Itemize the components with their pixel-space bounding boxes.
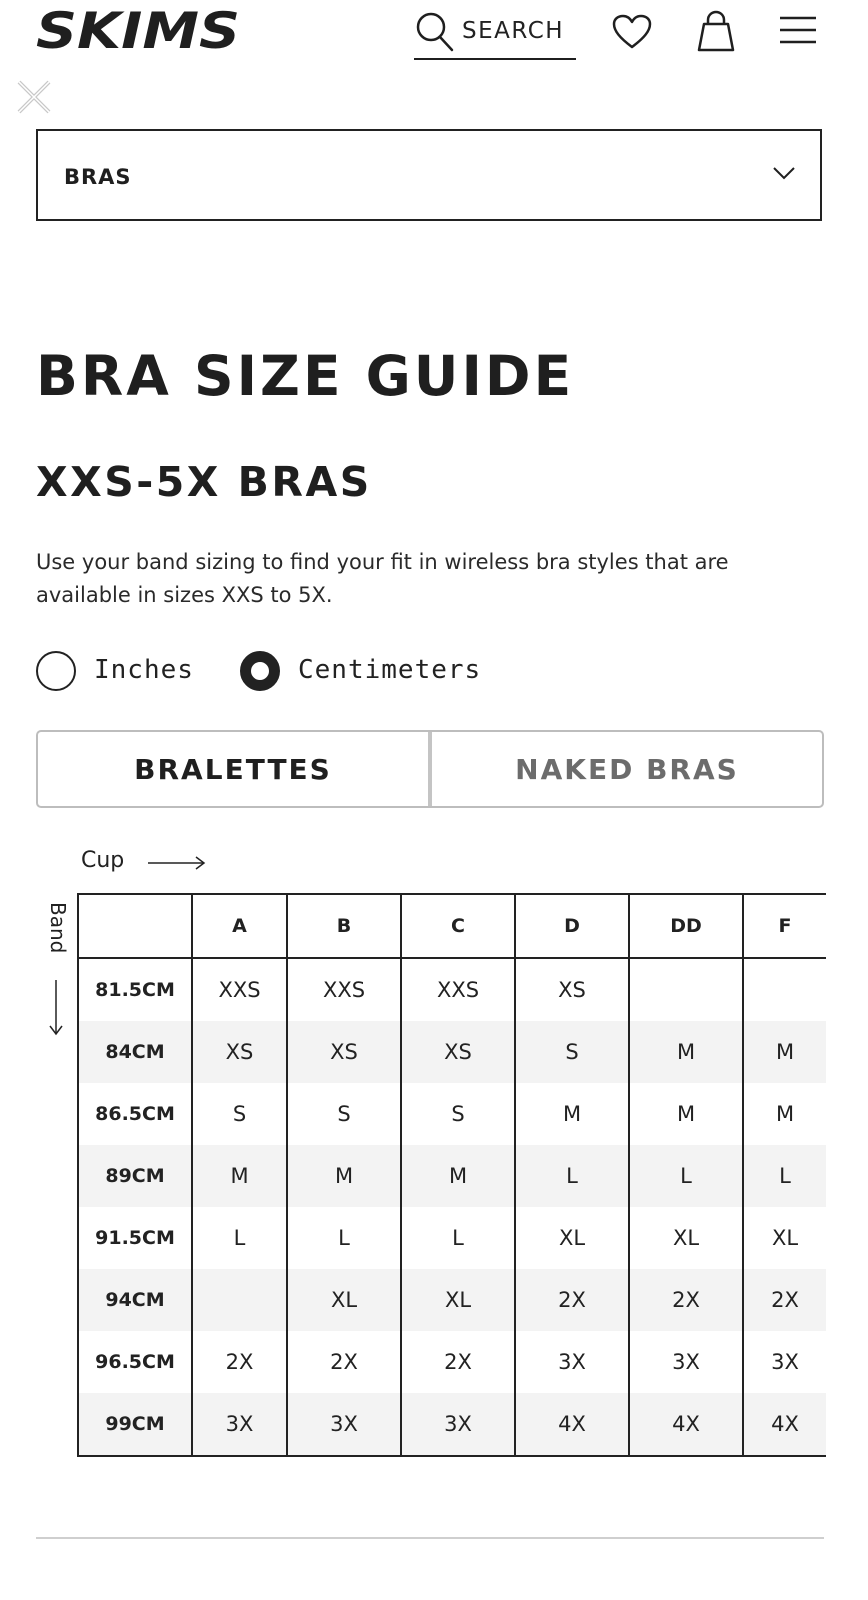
size-cell: M — [515, 1083, 629, 1145]
size-cell: 3X — [515, 1331, 629, 1393]
cup-header: A — [192, 894, 287, 958]
table-row — [78, 1393, 826, 1456]
category-dropdown-value: BRAS — [64, 165, 132, 189]
band-size-cell: 91.5CM — [78, 1207, 192, 1269]
size-cell: M — [743, 1083, 826, 1145]
size-cell: S — [287, 1083, 401, 1145]
size-cell: M — [401, 1145, 515, 1207]
cup-header: D — [515, 894, 629, 958]
size-cell: M — [629, 1021, 743, 1083]
size-cell: XS — [192, 1021, 287, 1083]
logo-text: SKIMS — [36, 4, 241, 56]
band-size-cell: 86.5CM — [78, 1083, 192, 1145]
size-cell: XS — [287, 1021, 401, 1083]
size-cell: XL — [401, 1269, 515, 1331]
size-cell: L — [629, 1145, 743, 1207]
size-cell: L — [401, 1207, 515, 1269]
size-cell: M — [629, 1083, 743, 1145]
size-cell: XL — [515, 1207, 629, 1269]
table-row — [78, 1269, 826, 1331]
search-label: SEARCH — [462, 18, 565, 44]
section-subtitle: XXS-5X BRAS — [36, 458, 372, 506]
size-cell — [192, 1269, 287, 1331]
size-cell: M — [287, 1145, 401, 1207]
chevron-down-icon — [772, 165, 796, 181]
band-size-cell: 96.5CM — [78, 1331, 192, 1393]
table-corner-cell — [78, 894, 192, 958]
table-row — [78, 1145, 826, 1207]
size-cell: 4X — [629, 1393, 743, 1456]
size-cell: L — [743, 1145, 826, 1207]
page-title: BRA SIZE GUIDE — [36, 344, 575, 408]
size-cell: 3X — [629, 1331, 743, 1393]
size-cell: 2X — [629, 1269, 743, 1331]
section-divider — [36, 1537, 824, 1539]
shopping-bag-icon[interactable] — [696, 10, 736, 52]
size-cell: XXS — [192, 958, 287, 1021]
table-row — [78, 1083, 826, 1145]
skims-logo[interactable] — [36, 4, 242, 56]
size-cell: 3X — [401, 1393, 515, 1456]
cup-axis-label: Cup — [81, 848, 125, 873]
arrow-right-icon — [148, 855, 206, 871]
size-cell: XL — [287, 1269, 401, 1331]
unit-radio-label: Centimeters — [298, 655, 482, 685]
table-row — [78, 1331, 826, 1393]
arrow-down-icon — [48, 980, 64, 1036]
size-cell: M — [192, 1145, 287, 1207]
size-cell: S — [192, 1083, 287, 1145]
size-cell — [743, 958, 826, 1021]
size-cell: L — [515, 1145, 629, 1207]
size-cell: 3X — [192, 1393, 287, 1456]
radio-checked-icon — [240, 651, 280, 691]
cup-header: B — [287, 894, 401, 958]
band-axis-label: Band — [46, 902, 70, 954]
size-cell: 2X — [515, 1269, 629, 1331]
size-cell: 2X — [287, 1331, 401, 1393]
size-cell: XXS — [287, 958, 401, 1021]
radio-unchecked-icon — [36, 651, 76, 691]
size-cell: XS — [401, 1021, 515, 1083]
section-description: Use your band sizing to find your fit in wireless bra styles that are available in sizes XXS to 5X. — [36, 550, 729, 607]
size-cell: XXS — [401, 958, 515, 1021]
band-size-cell: 81.5CM — [78, 958, 192, 1021]
band-size-cell: 94CM — [78, 1269, 192, 1331]
tab-naked-bras[interactable]: NAKED BRAS — [515, 752, 739, 786]
table-row — [78, 1021, 826, 1083]
size-cell: 2X — [743, 1269, 826, 1331]
table-row — [78, 1207, 826, 1269]
cup-header: F — [743, 894, 826, 958]
search-bar[interactable] — [414, 8, 576, 60]
cup-header: DD — [629, 894, 743, 958]
tab-bralettes[interactable]: BRALETTES — [38, 732, 432, 806]
size-cell: M — [743, 1021, 826, 1083]
band-size-cell: 84CM — [78, 1021, 192, 1083]
size-chart-table — [77, 893, 826, 1457]
table-row — [78, 958, 826, 1021]
size-cell: 2X — [401, 1331, 515, 1393]
size-cell: XL — [743, 1207, 826, 1269]
band-size-cell: 99CM — [78, 1393, 192, 1456]
cup-header: C — [401, 894, 515, 958]
size-cell: 4X — [515, 1393, 629, 1456]
menu-icon[interactable] — [778, 14, 818, 46]
size-cell: 4X — [743, 1393, 826, 1456]
band-size-cell: 89CM — [78, 1145, 192, 1207]
unit-radio-label: Inches — [94, 655, 194, 685]
size-cell: S — [515, 1021, 629, 1083]
size-cell: L — [287, 1207, 401, 1269]
size-cell: S — [401, 1083, 515, 1145]
size-cell: 3X — [287, 1393, 401, 1456]
bra-type-tabs — [36, 730, 824, 808]
heart-icon[interactable] — [612, 14, 652, 50]
size-cell — [629, 958, 743, 1021]
size-cell: XL — [629, 1207, 743, 1269]
size-cell: XS — [515, 958, 629, 1021]
category-dropdown[interactable] — [36, 129, 822, 221]
size-cell: 2X — [192, 1331, 287, 1393]
size-cell: 3X — [743, 1331, 826, 1393]
close-icon[interactable] — [15, 78, 53, 116]
cup-header-row — [78, 894, 826, 958]
size-cell: L — [192, 1207, 287, 1269]
search-icon — [414, 10, 454, 54]
